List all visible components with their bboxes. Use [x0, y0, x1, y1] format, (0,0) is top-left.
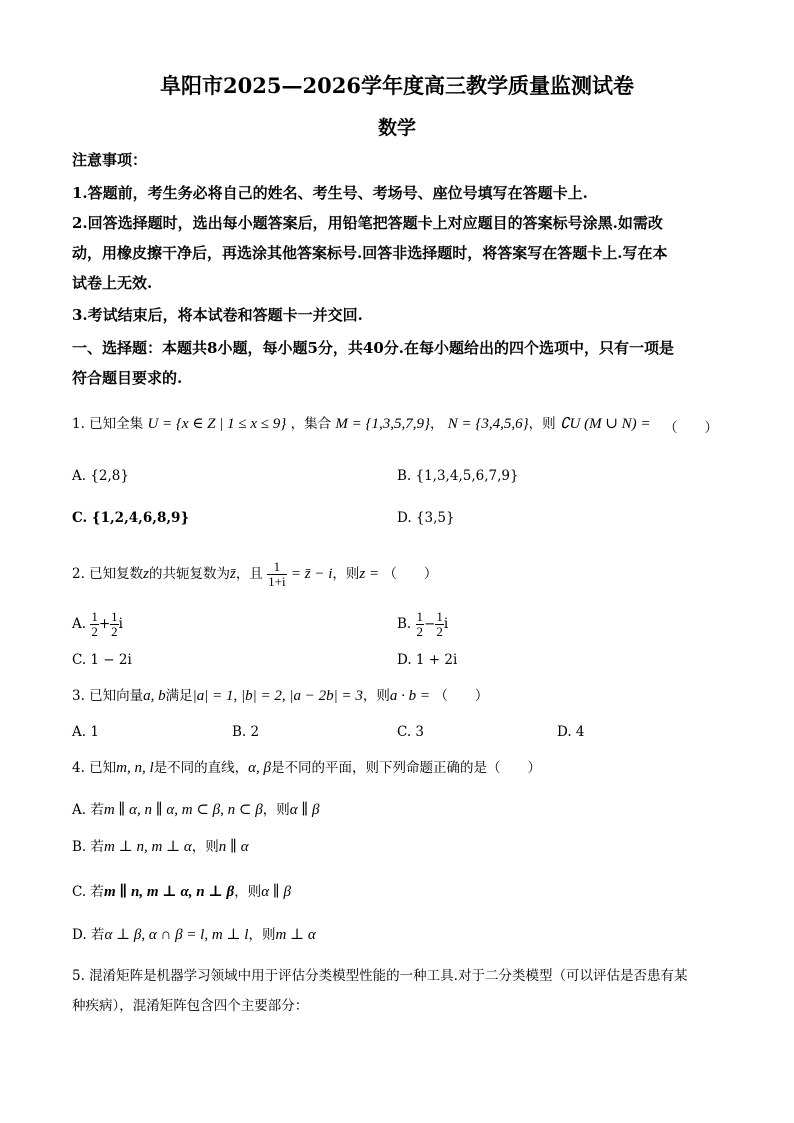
q1-expr: ∁U (M ∪ N) =	[559, 416, 651, 432]
exam-title: 阜阳市2025—2026学年度高三教学质量监测试卷	[160, 73, 634, 98]
q3-ask: a · b =	[389, 688, 431, 704]
q2a-op: +	[98, 616, 111, 632]
notice-item-2-line-3: 试卷上无效.	[72, 274, 153, 292]
q1-set-u: U = {x ∈ Z | 1 ≤ x ≤ 9}	[147, 416, 287, 432]
question-5-line-1: 5. 混淆矩阵是机器学习领域中用于评估分类模型性能的一种工具.对于二分类模型（可以评估是否患有某	[72, 968, 688, 984]
q1-set-n: N = {3,4,5,6}	[447, 416, 529, 432]
q2a-i: i	[118, 616, 123, 632]
q2-option-b	[397, 610, 448, 639]
q2-option-c: C. 1 − 2i	[72, 652, 132, 668]
q2-frac-den: 1+i	[268, 574, 286, 589]
q3-condition: |a| = 1, |b| = 2, |a − 2b| = 3	[192, 688, 363, 704]
q4-planes: α, β	[248, 760, 272, 776]
q2-zbar: z̄	[230, 566, 236, 582]
q3-option-b: B. 2	[232, 724, 260, 740]
exam-subject: 数学	[377, 117, 416, 139]
section-1-line-2: 符合题目要求的.	[72, 369, 183, 387]
q2b-num-2: 1	[436, 609, 443, 624]
question-1-stem	[72, 414, 732, 434]
q2-option-d: D. 1 + 2i	[397, 652, 458, 668]
question-3-stem	[72, 686, 732, 706]
q1-sep: ，	[430, 416, 444, 432]
q4c-pre: C. 若	[72, 884, 104, 900]
q3-vectors: a, b	[143, 688, 166, 704]
q2-option-a	[72, 610, 123, 639]
q4a-pre: A. 若	[72, 802, 104, 818]
q4-lines: m, n, l	[116, 760, 154, 776]
q2b-den-2: 2	[436, 624, 443, 639]
q1-option-d: D. {3,5}	[397, 510, 455, 526]
q2-option-b-frac-2	[435, 610, 444, 639]
question-5-line-2: 种疾病），混淆矩阵包含四个主要部分：	[72, 998, 309, 1014]
q2-option-b-frac-1	[416, 610, 425, 639]
q4d-pre: D. 若	[72, 927, 105, 943]
q1-option-a: A. {2,8}	[72, 468, 129, 484]
q4a-res: α ∥ β	[289, 802, 320, 818]
q2b-i: i	[443, 616, 449, 632]
q4d-mid: ，则	[248, 927, 276, 943]
notice-item-3: 3.考试结束后，将本试卷和答题卡一并交回.	[72, 306, 363, 324]
q2a-den-1: 2	[91, 624, 98, 639]
q2-option-a-frac-1	[90, 610, 99, 639]
q2-answer-paren: （ ）	[383, 566, 438, 582]
q4-option-d	[72, 925, 316, 945]
q1-answer-paren: （ ）	[664, 420, 718, 436]
q3-prefix: 3. 已知向量	[72, 688, 144, 704]
notice-item-2-line-1: 2.回答选择题时，选出每小题答案后，用铅笔把答题卡上对应题目的答案标号涂黑.如需改	[72, 214, 663, 232]
q4b-math: m ⊥ n, m ⊥ α	[104, 839, 192, 855]
q3-option-c: C. 3	[397, 724, 425, 740]
q2-mid-2: ，且	[235, 566, 263, 582]
q2b-num-1: 1	[416, 609, 424, 624]
q2-mid-3: ，则	[332, 566, 360, 582]
q4c-res: α ∥ β	[261, 884, 291, 900]
q2-option-a-label: A.	[72, 616, 87, 632]
q4a-math: m ∥ α, n ∥ α, m ⊂ β, n ⊂ β	[103, 802, 263, 818]
q4-option-c	[72, 882, 291, 902]
q2-z: z	[143, 566, 150, 582]
q4a-mid: ，则	[262, 802, 290, 818]
q1-mid-2: ，则	[528, 416, 556, 432]
q4b-res: n ∥ α	[218, 839, 249, 855]
q3-mid-1: 满足	[165, 688, 193, 704]
q4c-math: m ∥ n, m ⊥ α, n ⊥ β	[103, 884, 235, 900]
q4d-res: m ⊥ α	[275, 927, 316, 943]
q2a-den-2: 2	[111, 624, 118, 639]
q4d-math: α ⊥ β, α ∩ β = l, m ⊥ l	[104, 927, 249, 943]
q3-option-d: D. 4	[557, 724, 585, 740]
notice-item-1: 1.答题前，考生务必将自己的姓名、考生号、考场号、座位号填写在答题卡上.	[72, 184, 588, 202]
q1-mid-1: ，集合	[290, 416, 332, 432]
q1-option-b: B. {1,3,4,5,6,7,9}	[397, 468, 519, 484]
notice-item-2-line-2: 动，用橡皮擦干净后，再选涂其他答案标号.回答非选择题时，将答案写在答题卡上.写在本	[72, 244, 668, 262]
section-1-line-1: 一、选择题：本题共8小题，每小题5分，共40分.在每小题给出的四个选项中，只有一项是	[72, 339, 674, 357]
q4b-pre: B. 若	[72, 839, 105, 855]
q2-option-a-frac-2	[110, 610, 119, 639]
q1-prefix: 1. 已知全集	[72, 416, 144, 432]
q4-prefix: 4. 已知	[72, 760, 117, 776]
q3-mid-2: ，则	[362, 688, 390, 704]
q2-rhs: = z̄ − i	[290, 566, 333, 582]
q2-fraction	[267, 560, 286, 589]
q2-prefix: 2. 已知复数	[72, 566, 144, 582]
q2a-num-1: 1	[91, 609, 98, 624]
q4c-mid: ，则	[234, 884, 262, 900]
notice-heading: 注意事项：	[72, 151, 148, 169]
q3-option-a: A. 1	[72, 724, 99, 740]
question-4-stem	[72, 758, 732, 778]
q3-answer-paren: （ ）	[434, 688, 489, 704]
q2b-den-1: 2	[416, 624, 424, 639]
q4-option-b	[72, 837, 249, 857]
q2b-op: −	[424, 616, 436, 632]
q4-option-a	[72, 800, 319, 820]
q2-mid-1: 的共轭复数为	[149, 566, 231, 582]
q4b-mid: ，则	[191, 839, 219, 855]
q2a-num-2: 1	[111, 609, 118, 624]
q4-mid-1: 是不同的直线，	[153, 760, 249, 776]
q2-option-b-label: B.	[397, 616, 412, 632]
question-2-stem	[72, 560, 732, 589]
q2-ask: z =	[359, 566, 380, 582]
q4-mid-2: 是不同的平面，则下列命题正确的是（ ）	[271, 760, 542, 776]
q2-frac-num: 1	[267, 560, 286, 575]
q1-set-m: M = {1,3,5,7,9}	[335, 416, 430, 432]
q1-option-c: C. {1,2,4,6,8,9}	[72, 510, 190, 526]
